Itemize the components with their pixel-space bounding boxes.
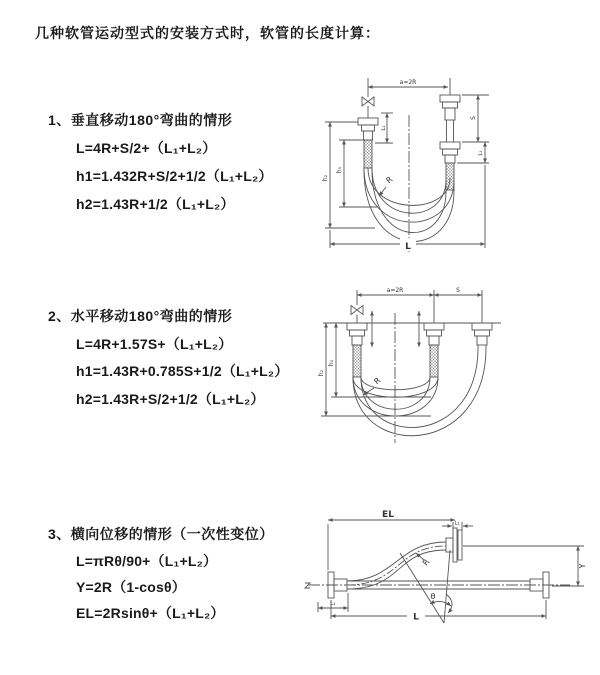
length-label: L <box>413 612 419 623</box>
left-flange <box>347 323 367 345</box>
section-2-formula-h1: h1=1.43R+0.785S+1/2（L₁+L₂） <box>76 363 289 379</box>
valve-icon <box>351 306 363 324</box>
dim-label-a2r: a=2R <box>386 287 404 294</box>
angle-label: θ <box>430 592 436 601</box>
dim-label-el: EL <box>382 510 394 520</box>
braided-hose-section <box>430 345 438 377</box>
length-label: L <box>405 242 411 252</box>
diagram-horizontal-180-bend <box>315 283 600 455</box>
diagram-vertical-180-bend <box>315 70 595 260</box>
section-2-heading: 2、水平移动180°弯曲的情形 <box>48 308 233 324</box>
dim-label-l1-top: L₁ <box>454 520 460 527</box>
dim-label-l1-left: L₁ <box>381 125 387 131</box>
dim-label-y: Y <box>578 563 587 569</box>
section-2-formula-L: L=4R+1.57S+（L₁+L₂） <box>76 336 233 352</box>
dim-label-s: S <box>470 116 477 120</box>
dim-label-h2: h₂ <box>318 369 325 377</box>
radius-label: R <box>372 375 383 387</box>
dim-label-h2: h₂ <box>322 174 329 182</box>
diagram-lateral-displacement <box>300 500 600 640</box>
braided-hose-section <box>364 140 372 168</box>
right-flange <box>472 323 492 345</box>
s-curve-hose <box>347 542 446 589</box>
page-title: 几种软管运动型式的安装方式时，软管的长度计算： <box>35 25 380 41</box>
u-hose-curves <box>353 345 486 436</box>
section-1-formula-h1: h1=1.432R+S/2+1/2（L₁+L₂） <box>76 168 273 184</box>
section-1-heading: 1、垂直移动180°弯曲的情形 <box>48 112 233 128</box>
break-mark <box>305 583 310 588</box>
section-3-formula-L: L=πRθ/90+（L₁+L₂） <box>76 553 218 569</box>
section-2-formula-h2: h2=1.43R+S/2+1/2（L₁+L₂） <box>76 391 265 407</box>
section-3-formula-Y: Y=2R（1-cosθ） <box>76 579 186 595</box>
dim-label-l1-bottom: L₁ <box>330 601 336 607</box>
upper-flange <box>446 528 462 562</box>
section-1-formula-L: L=4R+S/2+（L₁+L₂） <box>76 140 217 156</box>
right-flange-upper <box>440 95 460 120</box>
radius-label: R <box>420 557 432 568</box>
section-1-formula-h2: h2=1.43R+1/2（L₁+L₂） <box>76 196 235 212</box>
section-3-formula-EL: EL=2Rsinθ+（L₁+L₂） <box>76 605 225 621</box>
braided-hose-section <box>446 163 454 190</box>
valve-icon <box>362 97 374 118</box>
dim-label-s: S <box>456 287 460 294</box>
left-flange <box>358 118 378 140</box>
dim-label-l1-right: L₁ <box>478 150 484 156</box>
section-3-heading: 3、横向位移的情形（一次性变位） <box>48 526 274 542</box>
dim-label-h1: h₁ <box>336 166 343 174</box>
radius-leader <box>379 187 386 196</box>
right-flange-lower <box>440 142 460 163</box>
braided-hose-section <box>353 345 361 377</box>
dim-label-a2r: a=2R <box>399 79 417 86</box>
dim-label-h1: h₁ <box>328 359 335 367</box>
radius-label: R <box>384 174 395 186</box>
middle-flange <box>424 323 444 345</box>
